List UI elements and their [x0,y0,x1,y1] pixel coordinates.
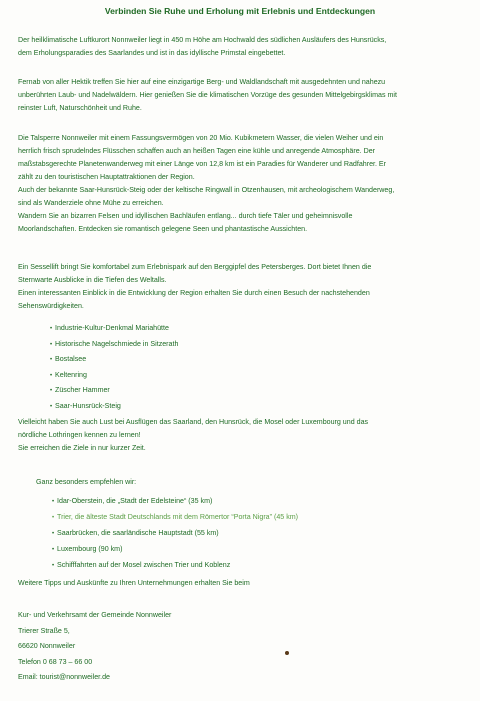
intro-paragraph [18,34,466,60]
list-item: • Saarbrücken, die saarländische Hauptstadt (55 km) [52,526,298,542]
address-line: Trierer Straße 5, [18,626,70,635]
bullet-icon: • [52,547,55,553]
contact-address [18,608,466,686]
landscape-paragraph [18,76,466,115]
document-title: Verbinden Sie Ruhe und Erholung mit Erlebnis und Entdeckungen [104,6,376,16]
tips-paragraph: Weitere Tipps und Auskünfte zu Ihren Unternehmungen erhalten Sie beim [18,579,250,587]
text-line: Die Talsperre Nonnweiler mit einem Fassungsvermögen von 20 Mio. Kubikmetern Wasser, die vielen Weiher und ein [18,134,384,142]
text-line: Einen interessanten Einblick in die Entwicklung der Region erhalten Sie durch einen Besuch der nachstehenden [18,289,370,297]
text-line: Der heilklimatische Luftkurort Nonnweiler liegt in 450 m Höhe am Hochwald des südlichen Ausläufers des Hunsrücks, [18,36,387,44]
text-line: maßstabsgerechte Planetenwanderweg mit einer Länge von 12,8 km ist ein Paradies für Wanderer und Radfahrer. Er [18,160,387,168]
bullet-icon: • [50,357,53,363]
text-line: reinster Luft, Naturschönheit und Ruhe. [18,104,142,112]
excursions-paragraph [18,416,466,455]
bullet-icon: • [50,388,53,394]
text-line: Sehenswürdigkeiten. [18,302,84,310]
text-line: zählt zu den touristischen Hauptattraktionen der Region. [18,173,195,181]
text-line: Moorlandschaften. Entdecken sie romantisch gelegene Seen und phantastische Aussichten. [18,225,308,233]
sights-list [50,321,178,414]
list-item: • Schifffahrten auf der Mosel zwischen Trier und Koblenz [52,558,298,574]
list-item: • Züscher Hammer [50,383,178,399]
text-line: dem Erholungsparadies des Saarlandes und ist in das idyllische Primstal eingebettet. [18,49,286,57]
bullet-icon: • [52,499,55,505]
recommend-intro: Ganz besonders empfehlen wir: [36,478,137,486]
bullet-icon: • [50,372,53,379]
bullet-icon: • [50,341,53,348]
email-line: Email: tourist@nonnweiler.de [18,673,110,681]
list-item: • Saar-Hunsrück-Steig [50,399,178,415]
bullet-icon: • [50,403,53,410]
text-line: Auch der bekannte Saar-Hunsrück-Steig oder der keltische Ringwall in Otzenhausen, mit archeologischem Wanderweg, [18,186,395,194]
list-item: • Historische Nagelschmiede in Sitzerath [50,337,178,353]
recommendations-list [52,494,298,574]
attractions-paragraph [18,132,466,236]
bullet-icon: • [50,326,53,332]
list-item: • Trier, die älteste Stadt Deutschlands mit dem Römertor “Porta Nigra” (45 km) [52,510,298,526]
address-line: 66620 Nonnweiler [18,642,76,650]
list-item: • Industrie-Kultur-Denkmal Mariahütte [50,321,178,337]
text-line: Ein Sessellift bringt Sie komfortabel zum Erlebnispark auf den Berggipfel des Petersberges. Dort bietet Ihnen die [18,263,372,271]
text-line: Vielleicht haben Sie auch Lust bei Ausflügen das Saarland, den Hunsrück, die Mosel oder Luxembourg und das [18,418,369,426]
text-line: unberührten Laub- und Nadelwäldern. Hier genießen Sie die klimatischen Vorzüge des gesunden Mittelgebirgsklimas mit [18,91,397,99]
sessellift-paragraph [18,261,466,313]
address-line: Kur- und Verkehrsamt der Gemeinde Nonnweiler [18,611,172,619]
text-line: Fernab von aller Hektik treffen Sie hier auf eine einzigartige Berg- und Waldlandschaft mit ausgedehnten und nahezu [18,78,386,86]
bullet-icon: • [52,531,55,537]
text-line: Sternwarte Ausblicke in die Tiefen des Weltalls. [18,276,167,284]
text-line: sind als Wanderziele ohne Mühe zu erreichen. [18,199,164,207]
paper-speck [285,651,289,655]
list-item: • Bostalsee [50,352,178,368]
bullet-icon: • [52,563,55,569]
list-item: • Idar-Oberstein, die „Stadt der Edelsteine“ (35 km) [52,494,298,510]
list-item: • Luxembourg (90 km) [52,542,298,558]
text-line: Wandern Sie an bizarren Felsen und idyllischen Bachläufen entlang... durch tiefe Täler und geheimnisvolle [18,212,353,220]
text-line: Sie erreichen die Ziele in nur kurzer Zeit. [18,444,146,452]
text-line: herrlich frisch sprudelndes Flüsschen schaffen auch an heißen Tagen eine kühle und anregende Atmosphäre. Der [18,147,376,155]
text-line: nördliche Lothringen kennen zu lernen! [18,431,141,439]
bullet-icon: • [52,515,55,521]
list-item: • Keltenring [50,368,178,384]
address-line: Telefon 0 68 73 – 66 00 [18,657,93,666]
